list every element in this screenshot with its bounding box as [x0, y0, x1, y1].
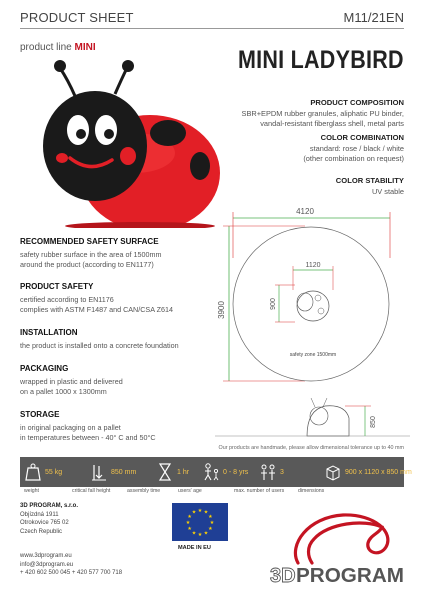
svg-text:★: ★ — [187, 526, 192, 532]
spec-line: vandal-resistant fiberglass shell, metal parts — [260, 119, 404, 128]
sideview-head — [310, 407, 328, 425]
topview-head — [297, 293, 313, 311]
section-heading: INSTALLATION — [20, 328, 78, 337]
header-divider — [20, 28, 404, 29]
section-line: in temperatures between - 40° C and 50°C — [20, 433, 156, 442]
width-label: 4120 — [296, 207, 314, 216]
ladybird-head — [43, 91, 147, 201]
ladybird-base — [65, 222, 215, 228]
users-count-cell — [255, 457, 284, 487]
cheek-right — [120, 147, 136, 165]
product-line-value: MINI — [74, 42, 96, 53]
section-heading: PRODUCT SAFETY — [20, 282, 94, 291]
logo-3d: 3D — [270, 565, 296, 587]
section-heading: PACKAGING — [20, 364, 69, 373]
spec-line: standard: rose / black / white — [309, 144, 404, 153]
svg-text:★: ★ — [187, 514, 192, 520]
svg-text:★: ★ — [208, 526, 213, 532]
users-age-cell — [198, 457, 248, 487]
section-line: the product is installed onto a concrete foundation — [20, 340, 179, 350]
svg-text:★: ★ — [191, 509, 197, 516]
website-link[interactable]: www.3dprogram.eu — [20, 553, 72, 559]
weight-value: 55 kg — [45, 468, 63, 476]
users-count-icon — [259, 462, 277, 482]
svg-text:★: ★ — [209, 520, 215, 526]
fall-height-label: critical fall height — [72, 488, 111, 494]
product-line — [20, 42, 96, 53]
section-line: around the product (according to EN1177) — [20, 260, 154, 269]
users-age-label: users' age — [178, 488, 202, 494]
dimensions-cell — [320, 457, 412, 487]
eu-flag-icon — [172, 503, 228, 541]
company-name: 3D PROGRAM, s.r.o. — [20, 503, 79, 509]
section-packaging — [20, 364, 220, 398]
users-count-value: 3 — [280, 468, 284, 476]
brand-logo — [268, 505, 408, 587]
weight-cell — [20, 457, 62, 487]
users-age-value: 0 - 8 yrs — [223, 468, 249, 476]
svg-text:★: ★ — [197, 532, 203, 538]
assembly-time-cell — [152, 457, 189, 487]
svg-text:★: ★ — [208, 514, 213, 520]
spec-composition — [204, 98, 404, 129]
assembly-time-label: assembly time — [127, 488, 161, 494]
dimensions-icon — [324, 462, 342, 482]
svg-text:★: ★ — [185, 520, 191, 526]
section-heading: RECOMMENDED SAFETY SURFACE — [20, 237, 159, 246]
section-line: certified according to EN1176 — [20, 294, 114, 304]
side-height-label: 850 — [370, 416, 377, 428]
pupil-right — [104, 129, 114, 139]
inner-height-label: 900 — [270, 298, 277, 310]
spec-heading: PRODUCT COMPOSITION — [310, 98, 404, 107]
dimensions-value: 900 x 1120 x 850 mm — [345, 468, 412, 476]
spec-heading: COLOR STABILITY — [335, 176, 404, 185]
height-label: 3900 — [217, 301, 226, 319]
antenna-tip — [122, 60, 134, 72]
pupil-left — [76, 129, 86, 139]
section-line: on a pallet 1000 x 1300mm — [20, 387, 107, 396]
ladybird-spot — [150, 120, 186, 146]
users-count-label: max. number of users — [234, 488, 285, 494]
product-line-label: product line — [20, 42, 72, 53]
fall-height-icon — [90, 462, 108, 482]
spec-line: (other combination on request) — [303, 154, 404, 163]
email-link[interactable]: info@3dprogram.eu — [20, 561, 74, 568]
assembly-time-icon — [156, 462, 174, 482]
section-heading: STORAGE — [20, 410, 60, 419]
dimensions-label: dimensions — [298, 488, 325, 494]
sideview-body — [307, 406, 349, 436]
antenna-left — [60, 68, 75, 96]
inner-width-label: 1120 — [305, 262, 321, 269]
address-line: Objízdná 1911 — [20, 511, 59, 518]
fall-height-cell — [86, 457, 136, 487]
spec-line: UV stable — [371, 187, 404, 196]
product-code: M11/21EN — [343, 10, 404, 25]
antenna-right — [115, 68, 127, 94]
address-line: Czech Republic — [20, 528, 63, 535]
section-line: safety rubber surface in the area of 1500mm — [20, 249, 162, 259]
address-line: Otrokovice 765 02 — [20, 520, 69, 527]
section-storage — [20, 410, 220, 444]
tolerance-note: Our products are handmade, please allow dimensional tolerance up to 40 mm — [218, 445, 404, 451]
topview-spot — [318, 308, 324, 314]
logo-program: PROGRAM — [296, 565, 404, 587]
svg-text:★: ★ — [203, 509, 209, 516]
ladybird-illustration — [30, 58, 220, 228]
made-in-eu: MADE IN EU — [178, 545, 211, 551]
technical-drawing — [215, 198, 410, 443]
weight-label: weight — [24, 488, 39, 494]
section-product-safety — [20, 282, 220, 316]
assembly-time-value: 1 hr — [177, 468, 190, 476]
users-age-icon — [202, 462, 220, 482]
safety-zone-label: safety zone 1500mm — [289, 352, 337, 358]
section-installation — [20, 328, 220, 351]
spec-heading: COLOR COMBINATION — [320, 133, 404, 142]
section-line: in original packaging on a pallet — [20, 422, 121, 432]
company-address — [20, 502, 78, 536]
product-title: MINI LADYBIRD — [238, 46, 404, 74]
svg-text:★: ★ — [197, 508, 203, 514]
logo-swoosh — [295, 515, 387, 563]
antenna-tip — [54, 60, 66, 72]
svg-text:★: ★ — [191, 530, 197, 537]
svg-text:★: ★ — [203, 530, 209, 537]
topview-spot — [315, 295, 321, 301]
sideview-antenna — [311, 398, 315, 407]
phone-numbers: + 420 602 500 045 + 420 577 700 718 — [20, 570, 123, 577]
spec-color-stability — [204, 176, 404, 197]
weight-icon — [24, 462, 42, 482]
topview-body — [297, 291, 329, 321]
section-line: complies with ASTM F1487 and CAN/CSA Z614 — [20, 305, 173, 314]
sheet-type: PRODUCT SHEET — [20, 10, 134, 25]
section-safety-surface — [20, 237, 220, 271]
fall-height-value: 850 mm — [111, 468, 137, 476]
spec-color-combination — [204, 133, 404, 164]
spec-icon-bar — [20, 457, 412, 487]
section-line: wrapped in plastic and delivered — [20, 376, 123, 386]
spec-line: SBR+EPDM rubber granules, aliphatic PU binder, — [241, 109, 404, 118]
company-contact — [20, 552, 122, 578]
cheek-left — [56, 153, 68, 163]
